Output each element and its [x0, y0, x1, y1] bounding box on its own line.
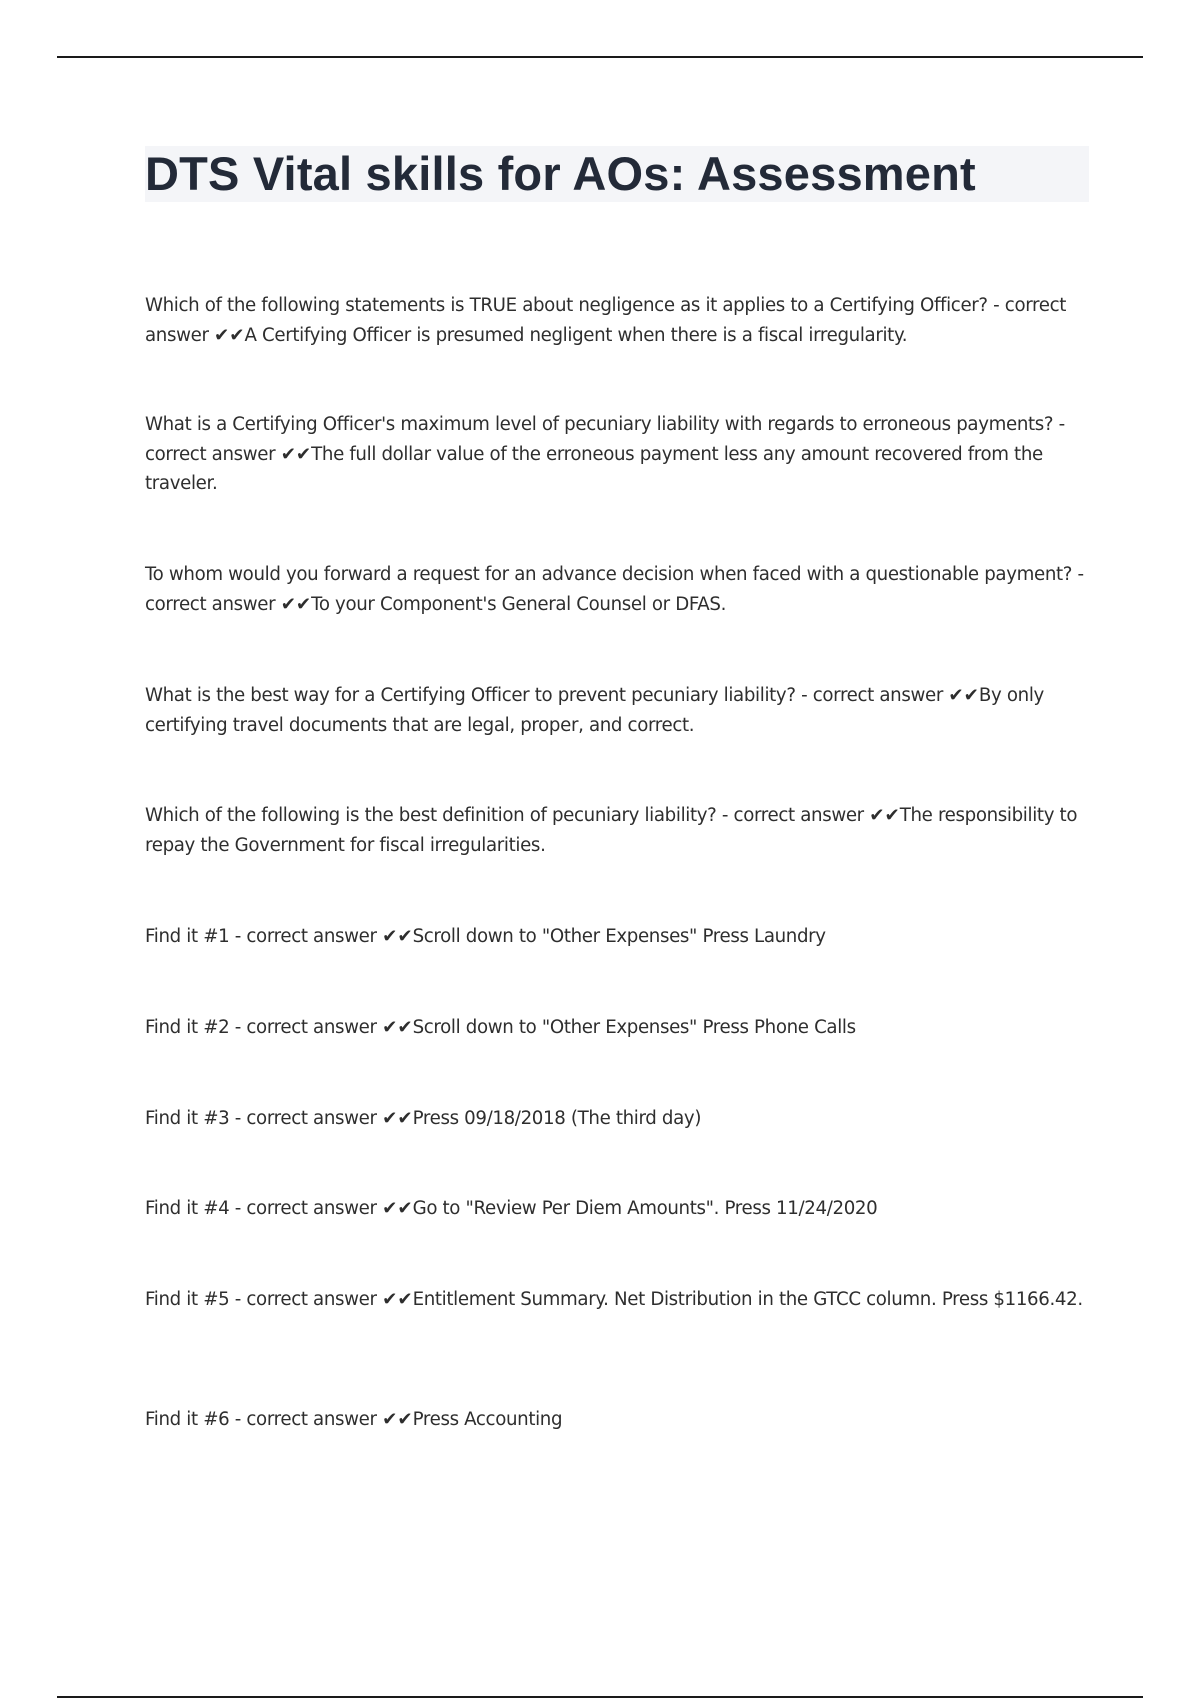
question-text: Find it #2 - correct answer [145, 1017, 383, 1038]
question-text: What is the best way for a Certifying Officer to prevent pecuniary liability? - correct answer [145, 685, 949, 706]
qa-item-9 [145, 1194, 1095, 1224]
answer-text: By only certifying travel documents that are legal, proper, and correct. [145, 685, 1044, 736]
question-text: What is a Certifying Officer's maximum level of pecuniary liability with regards to erroneous payments? - correct answer [145, 414, 1065, 465]
answer-check-icon: ✔✔ [382, 1289, 413, 1310]
question-text: To whom would you forward a request for an advance decision when faced with a questionable payment? - correct answer [145, 564, 1084, 615]
qa-item-4 [145, 681, 1095, 740]
answer-check-icon: ✔✔ [280, 593, 312, 615]
question-text: Find it #3 - correct answer [145, 1108, 383, 1129]
question-text: Which of the following is the best definition of pecuniary liability? - correct answer [145, 805, 870, 826]
question-text: Find it #1 - correct answer [145, 926, 383, 947]
question-text: Find it #4 - correct answer [145, 1198, 383, 1219]
answer-text: The responsibility to repay the Government for fiscal irregularities. [145, 805, 1078, 856]
answer-check-icon: ✔✔ [382, 1198, 413, 1219]
qa-item-10 [145, 1285, 1095, 1315]
answer-check-icon: ✔✔ [948, 685, 979, 706]
qa-item-6 [145, 922, 1095, 952]
answer-text: The full dollar value of the erroneous payment less any amount recovered from the traveler. [145, 443, 1043, 494]
qa-item-5 [145, 801, 1095, 860]
answer-check-icon: ✔✔ [869, 805, 900, 826]
question-text: Which of the following statements is TRUE about negligence as it applies to a Certifying Officer? - correct answer [145, 295, 1067, 346]
qa-item-3 [145, 560, 1095, 619]
bottom-rule [57, 1696, 1143, 1698]
qa-item-8 [145, 1104, 1095, 1134]
question-text: Find it #6 - correct answer [145, 1409, 383, 1430]
answer-text: Press Accounting [412, 1409, 563, 1430]
qa-item-7 [145, 1013, 1095, 1043]
qa-item-1 [145, 291, 1095, 350]
answer-text: Entitlement Summary. Net Distribution in the GTCC column. Press $1166.42. [412, 1289, 1083, 1310]
answer-check-icon: ✔✔ [382, 1108, 413, 1129]
answer-text: Press 09/18/2018 (The third day) [412, 1108, 702, 1129]
answer-text: Scroll down to "Other Expenses" Press Laundry [412, 926, 826, 947]
answer-text: Go to "Review Per Diem Amounts". Press 11/24/2020 [412, 1198, 878, 1219]
top-rule [57, 56, 1143, 58]
answer-text: To your Component's General Counsel or DFAS. [311, 593, 727, 615]
page-title: DTS Vital skills for AOs: Assessment [145, 147, 976, 200]
answer-check-icon: ✔✔ [382, 1409, 413, 1430]
answer-check-icon: ✔✔ [214, 324, 245, 346]
answer-check-icon: ✔✔ [280, 443, 312, 465]
question-text: Find it #5 - correct answer [145, 1289, 383, 1310]
qa-item-2 [145, 410, 1095, 499]
answer-check-icon: ✔✔ [382, 1017, 413, 1038]
answer-text: Scroll down to "Other Expenses" Press Phone Calls [412, 1017, 856, 1038]
answer-check-icon: ✔✔ [382, 926, 413, 947]
qa-item-11 [145, 1405, 1095, 1435]
answer-text: A Certifying Officer is presumed negligent when there is a fiscal irregularity. [244, 324, 908, 346]
